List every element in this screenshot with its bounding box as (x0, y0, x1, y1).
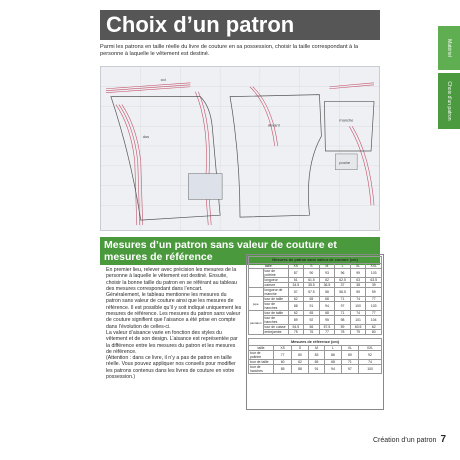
table-cell: 65 (308, 360, 324, 365)
side-tab-label: Matériel (446, 39, 452, 57)
table-cell: 89 (288, 316, 304, 325)
table-row (249, 288, 382, 297)
column-header: XS (288, 264, 304, 269)
pattern-label: devant (267, 122, 280, 128)
table-cell: 90 (304, 269, 320, 278)
table-cell: 85 (274, 365, 292, 374)
pattern-sheet-illustration (101, 67, 379, 230)
table-cell: 97 (335, 302, 351, 311)
row-label: longueur de manche (263, 288, 288, 297)
table-cell: 89 (341, 351, 358, 360)
table-cell: 74 (350, 297, 366, 302)
table-cell: 77 (319, 330, 335, 335)
table-cell: 36.5 (319, 283, 335, 288)
row-group-label (249, 269, 264, 288)
table-cell: 103 (366, 269, 382, 278)
footer-chapter: Création d’un patron (373, 437, 437, 444)
row-label: tour de poitrine (263, 269, 288, 278)
table-cell: 68 (325, 360, 341, 365)
intro-paragraph: Parmi les patrons en taille réelle du livre de couture en sa possession, choisir la taille correspondant à la personne à laquelle le vêtement est destiné. (100, 44, 359, 57)
column-header: S (304, 264, 320, 269)
table-cell: 61.5 (304, 278, 320, 283)
section-heading: Mesures d’un patron sans valeur de couture et mesures de référence (100, 237, 380, 265)
table-cell: 92 (359, 351, 382, 360)
table-cell: 65 (304, 311, 320, 316)
column-header: taille (249, 346, 274, 351)
table-cell: 60.5 (350, 325, 366, 330)
table-cell: 79 (350, 330, 366, 335)
table-cell: 86 (325, 351, 341, 360)
table-cell: 56 (304, 325, 320, 330)
pattern-measurements-table (248, 256, 382, 335)
table-cell: 74 (359, 360, 382, 365)
table-cell: 71 (335, 311, 351, 316)
table-caption: Mesures de référence (cm) (249, 339, 382, 346)
page-number: 7 (440, 434, 446, 445)
table-cell: 63 (350, 278, 366, 283)
table-cell: 71 (335, 297, 351, 302)
table-cell: 38 (350, 283, 366, 288)
row-label: tour de taille (249, 360, 274, 365)
table-cell: 94 (325, 365, 341, 374)
row-group-label (249, 288, 264, 297)
body-text (106, 267, 242, 380)
row-label: tour de poitrine (249, 351, 274, 360)
table-cell: 59 (335, 325, 351, 330)
table-cell: 95 (319, 316, 335, 325)
table-cell: 87 (288, 269, 304, 278)
column-header: XS (274, 346, 292, 351)
row-label: tour de taille (263, 311, 288, 316)
table-cell: 57.5 (319, 325, 335, 330)
side-tab-choix-patron[interactable] (438, 73, 460, 129)
table-cell: 62.5 (335, 278, 351, 283)
row-label: longueur (263, 278, 288, 283)
table-cell: 77 (366, 311, 382, 316)
column-header: L (335, 264, 351, 269)
row-label: tour de hanches (263, 302, 288, 311)
table-cell: 58 (319, 288, 335, 297)
table-cell: 62 (288, 311, 304, 316)
table-row (249, 365, 382, 374)
table-row (249, 351, 382, 360)
table-row (249, 330, 382, 335)
paragraph: En premier lieu, relever avec précision les mesures de la personne à laquelle le vêtement est destiné. Ensuite, choisir la bonne taille du patron en se référant au tableau des mesures correspondant dans l’encart. (106, 267, 237, 292)
paragraph: (Attention : dans ce livre, il n’y a pas de patron en taille réelle. Vous pouvez appliquer nos conseils pour modifier les patrons contenus dans les livres de couture en votre possession.) (106, 355, 236, 381)
table-cell: 103 (366, 302, 382, 311)
table-cell: 62 (292, 360, 308, 365)
table-cell: 100 (359, 365, 382, 374)
table-row (249, 302, 382, 311)
table-cell: 75 (288, 330, 304, 335)
table-cell: 78 (335, 330, 351, 335)
table-cell: 97 (341, 365, 358, 374)
table-cell: 39 (366, 283, 382, 288)
table-cell: 61 (288, 278, 304, 283)
reference-measurements-table (248, 338, 382, 374)
table-cell: 71 (341, 360, 358, 365)
table-cell: 93 (319, 269, 335, 278)
table-row (249, 269, 382, 278)
table-cell: 94 (319, 302, 335, 311)
table-caption: Mesures du patron sans valeur de couture (cm) (249, 257, 382, 264)
table-cell: 59 (350, 288, 366, 297)
table-cell: 37 (335, 283, 351, 288)
table-cell: 57 (288, 288, 304, 297)
column-header: M (319, 264, 335, 269)
row-group-label: pantalon (249, 311, 264, 335)
table-cell: 88 (292, 365, 308, 374)
table-cell: 99 (350, 269, 366, 278)
table-cell: 91 (304, 302, 320, 311)
table-cell: 63.5 (366, 278, 382, 283)
table-cell: 65 (304, 297, 320, 302)
pattern-label: dos (142, 134, 150, 140)
column-header: S (292, 346, 308, 351)
paragraph: La valeur d’aisance varie en fonction des styles du vêtement et de son design. L’aisance est représentée par la différence entre les mesures du patron et les mesures de référence. (106, 329, 238, 355)
table-cell: 34.5 (288, 283, 304, 288)
pattern-label: manche (339, 117, 354, 123)
table-cell: 76 (304, 330, 320, 335)
table-cell: 35.5 (304, 283, 320, 288)
pattern-label: col (160, 76, 166, 82)
column-header: XL (350, 264, 366, 269)
table-cell: 83 (308, 351, 324, 360)
table-cell: 80 (366, 330, 382, 335)
side-tabs (438, 26, 460, 132)
table-cell: 62 (319, 278, 335, 283)
table-cell: 92 (304, 316, 320, 325)
column-header: taille (249, 264, 289, 269)
row-label: tour de hanches (249, 365, 274, 374)
table-cell: 104 (366, 316, 382, 325)
table-cell: 77 (366, 297, 382, 302)
column-header: XL (341, 346, 358, 351)
table-cell: 54.5 (288, 325, 304, 330)
row-label: carrure (263, 283, 288, 288)
row-label: tour de cuisse (263, 325, 288, 330)
pattern-label: poche (339, 159, 351, 165)
side-tab-label: Choix d’un patron (446, 81, 452, 121)
table-cell: 62 (288, 297, 304, 302)
table-cell: 80 (292, 351, 308, 360)
column-header: M (308, 346, 324, 351)
table-cell: 60 (274, 360, 292, 365)
column-header: XXL (366, 264, 382, 269)
table-cell: 59 (366, 288, 382, 297)
table-cell: 91 (308, 365, 324, 374)
row-label: entrejambe (263, 330, 288, 335)
row-label: tour de taille (263, 297, 288, 302)
table-cell: 57.5 (304, 288, 320, 297)
pattern-photo (100, 66, 380, 231)
page-title: Choix d’un patron (100, 10, 380, 40)
table-row (249, 316, 382, 325)
page-footer (300, 434, 446, 445)
table-cell: 96 (335, 269, 351, 278)
side-tab-materiel[interactable] (438, 26, 460, 70)
column-header: XXL (359, 346, 382, 351)
table-cell: 68 (319, 297, 335, 302)
row-group-label: jupe (249, 297, 264, 311)
table-cell: 62 (366, 325, 382, 330)
table-cell: 58.5 (335, 288, 351, 297)
table-cell: 100 (350, 302, 366, 311)
table-cell: 98 (335, 316, 351, 325)
table-cell: 101 (350, 316, 366, 325)
table-cell: 68 (319, 311, 335, 316)
measurement-tables (246, 254, 384, 410)
row-label: tour de hanches (263, 316, 288, 325)
table-cell: 74 (350, 311, 366, 316)
table-cell: 77 (274, 351, 292, 360)
table-cell: 88 (288, 302, 304, 311)
column-header: L (325, 346, 341, 351)
paragraph: Généralement, le tableau mentionne les mesures du patron sans valeur de couture ainsi que les mesures de référence. Il est possible qu’il y soit indiqué uniquement les mesures de référence. Les mesures du patron sans valeur de couture signifient que l’aisance a été prise en compte dans l’évolution de celles-ci. (106, 292, 242, 330)
